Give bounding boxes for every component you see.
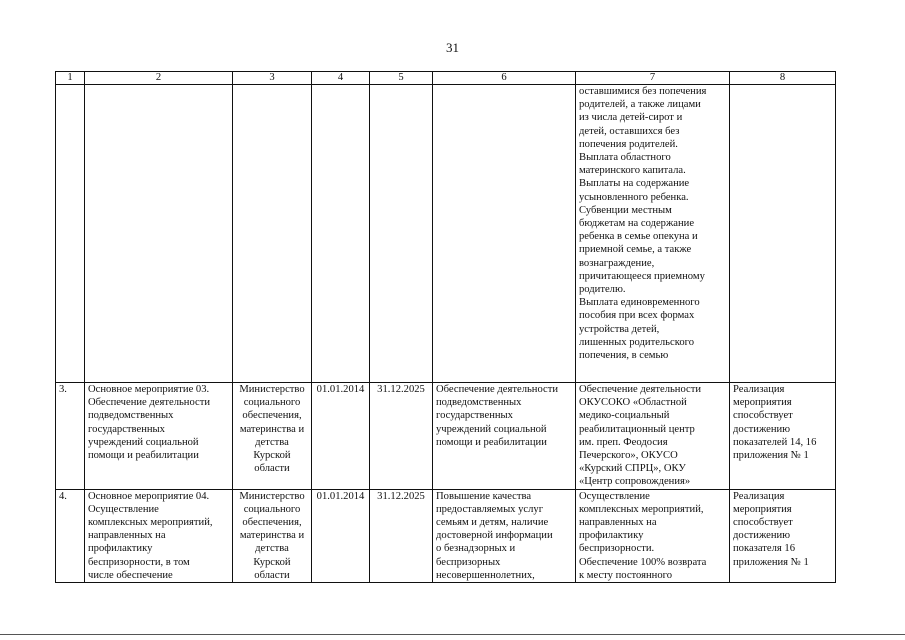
text-line: беспризорности, в том (88, 556, 190, 568)
text-line: беспризорности. (579, 543, 655, 555)
text-line: им. преп. Феодосия (579, 436, 668, 448)
text-line: комплексных мероприятий, (88, 517, 213, 529)
text-line: комплексных мероприятий, (579, 503, 704, 515)
text-line: предоставляемых услуг (436, 503, 544, 515)
text-line: достижению (733, 530, 791, 542)
text-line: Курской (253, 450, 291, 462)
text-line: пособия при всех формах (579, 310, 695, 322)
text-line: области (254, 463, 290, 475)
text-line: Министерство (239, 384, 305, 395)
text-line: мероприятия (733, 503, 792, 515)
expected-result-cell (433, 489, 576, 582)
text-line: Обеспечение деятельности (436, 384, 559, 395)
text-line: Реализация (733, 384, 785, 395)
text-line: направленных на (88, 530, 166, 542)
text-line: социального (243, 503, 301, 515)
end-date-cell: 31.12.2025 (370, 489, 433, 582)
start-date-cell: 01.01.2014 (312, 489, 370, 582)
text-line: Печерского», ОКУСО (579, 450, 678, 462)
text-line: Курской (253, 556, 291, 568)
column-header-6: 6 (433, 72, 576, 85)
text-line: родителей, а также лицами (579, 99, 701, 111)
text-line: учреждений социальной (436, 423, 547, 435)
text-line: профилактику (88, 543, 153, 555)
text-line: учреждений социальной (88, 436, 199, 448)
document-table (55, 71, 836, 583)
table-cell (433, 85, 576, 383)
table-cell (56, 85, 85, 383)
text-line: способствует (733, 410, 793, 422)
text-line: Обеспечение деятельности (579, 384, 702, 395)
table-cell (85, 85, 233, 383)
text-line: «Центр сопровождения» (579, 476, 691, 488)
text-line: Осуществление (579, 490, 650, 502)
column-header-3: 3 (233, 72, 312, 85)
executor-cell (233, 383, 312, 490)
text-line: Министерство (239, 490, 305, 502)
column-header-5: 5 (370, 72, 433, 85)
text-line: несовершеннолетних, (436, 569, 535, 581)
text-line: Выплаты на содержание (579, 178, 690, 190)
text-line: приложения № 1 (733, 556, 809, 568)
text-line: подведомственных (88, 410, 174, 422)
text-line: детства (255, 436, 289, 448)
text-line: о безнадзорных и (436, 543, 516, 555)
text-line: Реализация (733, 490, 785, 502)
text-line: детей, оставшихся без (579, 125, 680, 137)
continuation-results-cell (576, 85, 730, 383)
text-line: государственных (436, 410, 513, 422)
text-line: государственных (88, 423, 165, 435)
text-line: числе обеспечение (88, 569, 173, 581)
text-line: усыновленного ребенка. (579, 191, 689, 203)
text-line: вознаграждение, (579, 257, 655, 269)
executor-cell (233, 489, 312, 582)
text-line: способствует (733, 517, 793, 529)
text-line: обеспечения, (242, 517, 302, 529)
page-bottom-rule (0, 634, 905, 635)
text-line: показателя 16 (733, 543, 796, 555)
text-line: Обеспечение деятельности (88, 397, 211, 409)
table-cell (312, 85, 370, 383)
page-number: 31 (446, 40, 459, 55)
text-line: устройства детей, (579, 323, 660, 335)
text-line: родителю. (579, 284, 626, 296)
table-row-3 (56, 383, 836, 490)
column-number-row (56, 72, 836, 85)
text-line: Выплата единовременного (579, 297, 700, 309)
column-header-2: 2 (85, 72, 233, 85)
text-line: помощи и реабилитации (88, 450, 199, 462)
end-date-cell: 31.12.2025 (370, 383, 433, 490)
text-line: бюджетам на содержание (579, 218, 695, 230)
text-line: ОКУСОКО «Областной (579, 397, 687, 409)
text-line: «Курский СПРЦ», ОКУ (579, 463, 686, 475)
column-header-7: 7 (576, 72, 730, 85)
text-line: лишенных родительского (579, 336, 694, 348)
text-line: направленных на (579, 517, 657, 529)
text-line: материнского капитала. (579, 165, 686, 177)
text-line: подведомственных (436, 397, 522, 409)
indicator-link-cell (730, 489, 836, 582)
text-line: обеспечения, (242, 410, 302, 422)
row-number: 3. (56, 383, 85, 490)
main-directions-cell (576, 489, 730, 582)
text-line: помощи и реабилитации (436, 436, 547, 448)
text-line: детства (255, 543, 289, 555)
text-line: Обеспечение 100% возврата (579, 556, 707, 568)
text-line: Субвенции местным (579, 204, 672, 216)
text-line: мероприятия (733, 397, 792, 409)
text-line: реабилитационный центр (579, 423, 695, 435)
text-line: медико-социальный (579, 410, 670, 422)
text-line: приемной семье, а также (579, 244, 692, 256)
text-line: Выплата областного (579, 152, 671, 164)
text-line: семьям и детям, наличие (436, 517, 549, 529)
row-number: 4. (56, 489, 85, 582)
table-row-continuation (56, 85, 836, 383)
text-line: попечения, в семью (579, 350, 669, 362)
text-line: Основное мероприятие 03. (88, 384, 210, 395)
column-header-8: 8 (730, 72, 836, 85)
text-line: приложения № 1 (733, 450, 809, 462)
text-line: социального (243, 397, 301, 409)
column-header-4: 4 (312, 72, 370, 85)
text-line: причитающееся приемному (579, 270, 705, 282)
indicator-link-cell (730, 383, 836, 490)
column-header-1: 1 (56, 72, 85, 85)
text-line: к месту постоянного (579, 569, 673, 581)
measure-name-cell (85, 383, 233, 490)
text-line: Осуществление (88, 503, 159, 515)
text-line: показателей 14, 16 (733, 436, 817, 448)
text-line: из числа детей-сирот и (579, 112, 683, 124)
text-line: профилактику (579, 530, 644, 542)
text-line: оставшимися без попечения (579, 86, 707, 97)
text-line: материнства и (239, 423, 305, 435)
text-line: Повышение качества (436, 490, 532, 502)
text-line: попечения родителей. (579, 138, 678, 150)
text-line: материнства и (239, 530, 305, 542)
expected-result-cell (433, 383, 576, 490)
table-cell (233, 85, 312, 383)
text-line: беспризорных (436, 556, 501, 568)
main-directions-cell (576, 383, 730, 490)
text-line: ребенка в семье опекуна и (579, 231, 698, 243)
table-row-4 (56, 489, 836, 582)
text-line: Основное мероприятие 04. (88, 490, 210, 502)
start-date-cell: 01.01.2014 (312, 383, 370, 490)
table-cell (370, 85, 433, 383)
text-line: области (254, 569, 290, 581)
measure-name-cell (85, 489, 233, 582)
text-line: достоверной информации (436, 530, 553, 542)
table-cell (730, 85, 836, 383)
text-line: достижению (733, 423, 791, 435)
